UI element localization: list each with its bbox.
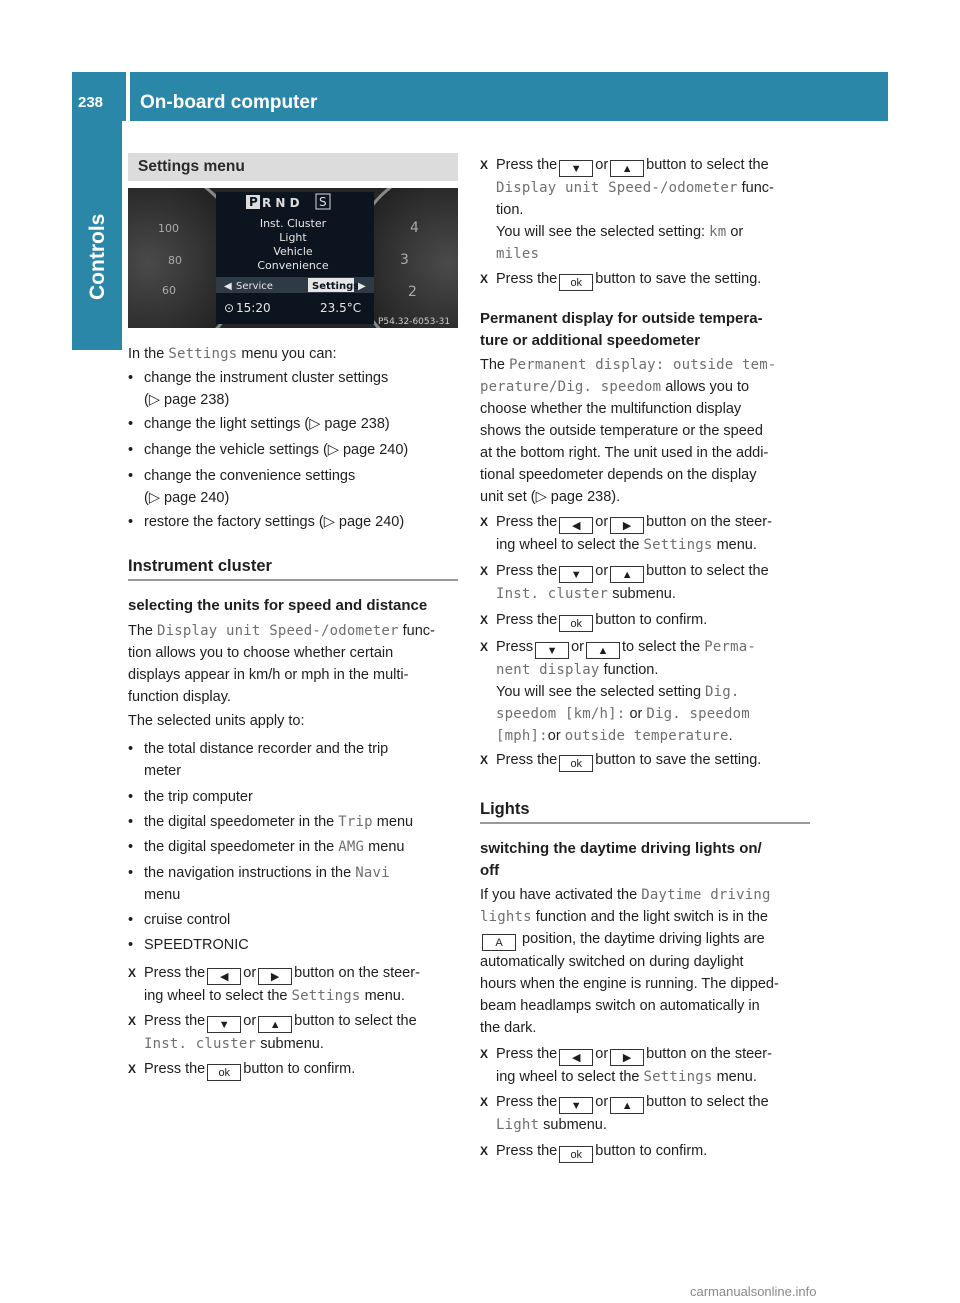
ok-button-icon: ok [559,1146,593,1163]
list-item: • change the instrument cluster settings (▷ page 238) [128,367,388,411]
step: X Press the ▼ or ▲ button to select the Inst. cluster submenu. [480,563,769,602]
heading-rule [480,822,810,824]
step: X Press the ◀ or ▶ button on the steer- ing wheel to select the Settings menu. [128,965,420,1004]
list-item: • restore the factory settings (▷ page 240) [128,511,404,533]
down-button-icon: ▼ [559,566,593,583]
dial-left-1: 100 [158,222,179,235]
page-header [72,72,888,121]
list-item: • change the light settings (▷ page 238) [128,413,390,435]
settings-menu-heading: Settings menu [128,153,458,181]
chapter-label: Controls [86,213,109,300]
step: X Press ▼ or ▲ to select the Perma‐ nent display function. You will see the selected setting Dig. speedom [km/h]: or Dig. speedom [mph]:or outside temperature. [480,639,756,744]
menu-item-2: Light [279,231,307,244]
dial-right-1: 4 [410,220,419,236]
step: X Press the ok button to confirm. [480,1143,708,1161]
permanent-display-paragraph: The Permanent display: outside tem‐ perature/Dig. speedom allows you to choose whether the multifunction display shows the outside temperature or the speed at the bottom right. The unit used in the addi- tional speedometer depends on the display unit set (▷ page 238). [480,357,777,505]
step: X Press the ▼ or ▲ button to select the Display unit Speed-/odometer func- tion. You will see the selected setting: km or miles [480,157,774,262]
service-tab: Service [236,281,273,292]
figure-code: P54.32-6053-31 [378,317,451,327]
svg-text:◀: ◀ [224,281,232,292]
up-button-icon: ▲ [258,1016,292,1033]
menu-item-1: Inst. Cluster [259,217,327,230]
list-item: • the navigation instructions in the Navi menu [128,862,390,906]
svg-text:⊙: ⊙ [224,301,235,315]
list-item: • change the convenience settings (▷ page 240) [128,465,355,509]
up-button-icon: ▲ [586,642,620,659]
daytime-lights-paragraph: If you have activated the Daytime driving lights function and the light switch is in the A position, the daytime driving lights are automatically switched on during daylight hours when the engine is running. The dipped- beam headlamps switch on automatically in the dark. [480,887,779,1036]
step: X Press the ◀ or ▶ button on the steer- ing wheel to select the Settings menu. [480,1046,772,1085]
cluster-image [128,188,458,328]
menu-item-3: Vehicle [273,245,313,258]
step: X Press the ▼ or ▲ button to select the Inst. cluster submenu. [128,1013,417,1052]
heading-rule [128,579,458,581]
list-item: • the total distance recorder and the trip meter [128,738,388,782]
permanent-display-heading: Permanent display for outside tempera- ture or additional speedometer [480,310,763,349]
cluster-figure [128,188,458,328]
list-item: • the trip computer [128,786,253,808]
watermark: carmanualsonline.info [690,1284,817,1299]
units-paragraph: The Display unit Speed-/odometer func- tion allows you to choose whether certain displays appear in km/h or mph in the multi- function display. [128,623,435,705]
down-button-icon: ▼ [559,1097,593,1114]
down-button-icon: ▼ [207,1016,241,1033]
clock: 15:20 [236,301,271,315]
list-item: • SPEEDTRONIC [128,934,249,956]
lights-heading: Lights [480,800,530,818]
down-button-icon: ▼ [559,160,593,177]
svg-text:▶: ▶ [358,281,366,292]
settings-intro: In the Settings menu you can: [128,346,337,362]
list-item: • the digital speedometer in the Trip menu [128,811,413,833]
gear-s: S [319,195,327,209]
step: X Press the ok button to confirm. [128,1061,356,1079]
chapter-tab [72,121,122,350]
ok-button-icon: ok [559,755,593,772]
settings-tab: Settings [312,281,360,292]
menu-item-4: Convenience [257,259,329,272]
left-button-icon: ◀ [559,1049,593,1066]
step: X Press the ok button to save the setting. [480,271,762,289]
list-item: • the digital speedometer in the AMG menu [128,836,404,858]
right-button-icon: ▶ [258,968,292,985]
dial-left-3: 60 [162,284,176,297]
daytime-lights-heading: switching the daytime driving lights on/ off [480,840,762,879]
ok-button-icon: ok [559,615,593,632]
outside-temp: 23.5°C [320,301,362,315]
units-apply: The selected units apply to: [128,713,305,729]
ok-button-icon: ok [207,1064,241,1081]
page-number: 238 [78,94,104,111]
instrument-cluster-heading: Instrument cluster [128,557,272,575]
right-button-icon: ▶ [610,1049,644,1066]
dial-left-2: 80 [168,254,182,267]
down-button-icon: ▼ [535,642,569,659]
step: X Press the ◀ or ▶ button on the steer- ing wheel to select the Settings menu. [480,514,772,553]
right-button-icon: ▶ [610,517,644,534]
gear-rnd: R N D [262,196,300,210]
step: X Press the ok button to confirm. [480,612,708,630]
left-button-icon: ◀ [559,517,593,534]
gear-p: P [249,195,258,209]
dial-right-3: 2 [408,284,417,300]
list-item: • cruise control [128,909,230,931]
list-item: • change the vehicle settings (▷ page 240) [128,439,408,461]
up-button-icon: ▲ [610,566,644,583]
step: X Press the ▼ or ▲ button to select the Light submenu. [480,1094,769,1133]
dial-right-2: 3 [400,252,409,268]
up-button-icon: ▲ [610,1097,644,1114]
section-title: On-board computer [140,92,318,113]
light-switch-icon: A [482,934,516,951]
left-button-icon: ◀ [207,968,241,985]
step: X Press the ok button to save the setting. [480,752,762,770]
units-subheading: selecting the units for speed and distance [128,597,428,614]
ok-button-icon: ok [559,274,593,291]
header-divider [126,72,130,121]
up-button-icon: ▲ [610,160,644,177]
